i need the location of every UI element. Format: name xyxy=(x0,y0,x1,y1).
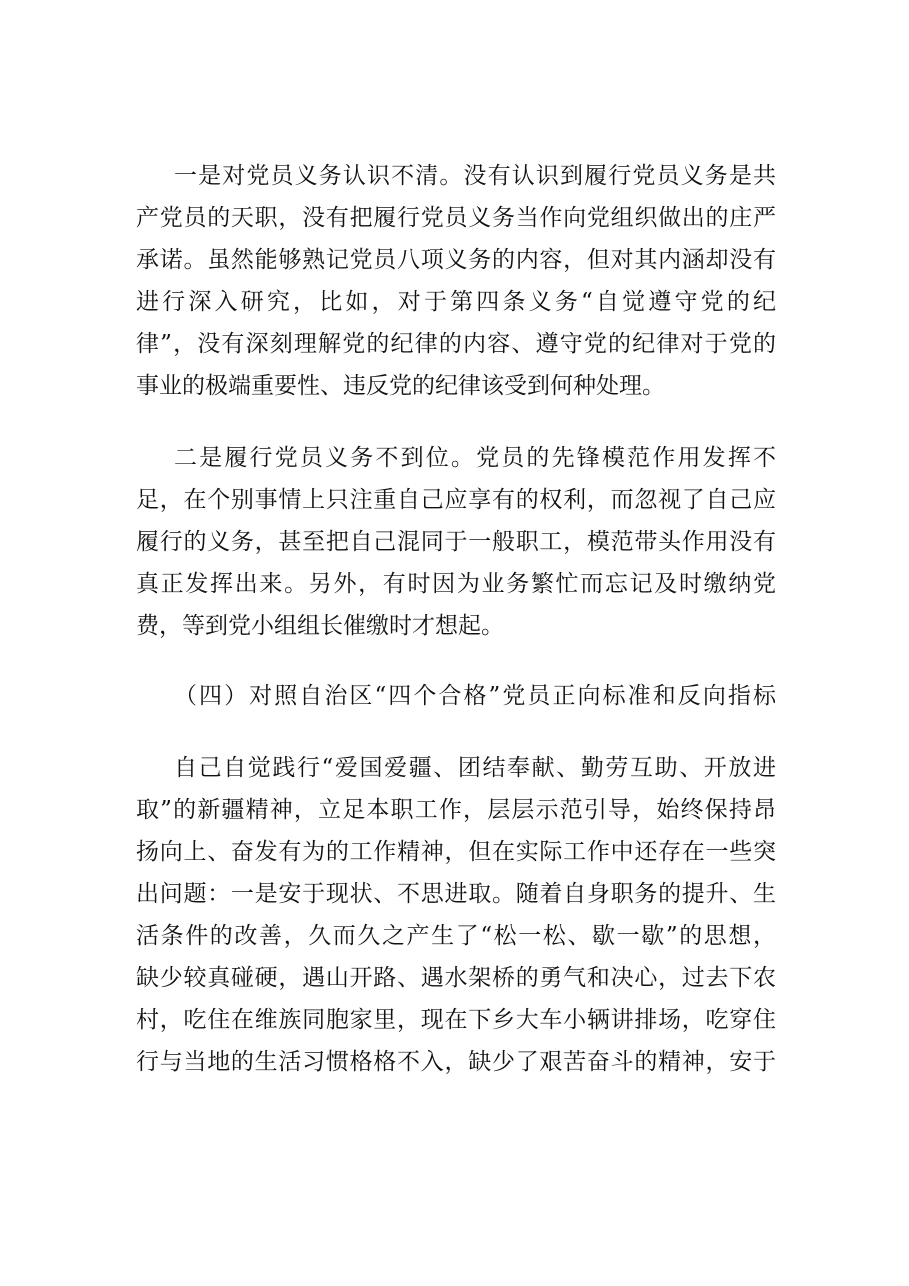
paragraph-line: 承诺。虽然能够熟记党员八项义务的内容，但对其内涵却没有 xyxy=(136,247,776,273)
paragraph-line: 真正发挥出来。另外，有时因为业务繁忙而忘记及时缴纳党 xyxy=(136,571,776,597)
paragraph-line: 足，在个别事情上只注重自己应享有的权利，而忽视了自己应 xyxy=(136,487,776,513)
paragraph-line: 费，等到党小组组长催缴时才想起。 xyxy=(136,613,504,639)
paragraph-line: 二是履行党员义务不到位。党员的先锋模范作用发挥不 xyxy=(174,445,776,471)
paragraph-line: 事业的极端重要性、违反党的纪律该受到何种处理。 xyxy=(136,373,665,399)
paragraph-line: 缺少较真碰硬，遇山开路、遇水架桥的勇气和决心，过去下农 xyxy=(136,965,776,991)
paragraph-line: 行与当地的生活习惯格格不入，缺少了艰苦奋斗的精神，安于 xyxy=(136,1049,776,1075)
paragraph-line: 产党员的天职，没有把履行党员义务当作向党组织做出的庄严 xyxy=(136,205,776,231)
paragraph-line: 活条件的改善，久而久之产生了“松一松、歇一歇”的思想， xyxy=(136,923,776,949)
section-heading-text: （四）对照自治区“四个合格”党员正向标准和反向指标 xyxy=(174,683,776,709)
paragraph-line: 履行的义务，甚至把自己混同于一般职工，模范带头作用没有 xyxy=(136,529,776,555)
paragraph-line: 村，吃住在维族同胞家里，现在下乡大车小辆讲排场，吃穿住 xyxy=(136,1007,776,1033)
paragraph-line: 律”，没有深刻理解党的纪律的内容、遵守党的纪律对于党的 xyxy=(136,331,776,357)
paragraph-line: 出问题：一是安于现状、不思进取。随着自身职务的提升、生 xyxy=(136,881,776,907)
paragraph-line: 自己自觉践行“爱国爱疆、团结奉献、勤劳互助、开放进 xyxy=(174,755,776,781)
paragraph-line: 一是对党员义务认识不清。没有认识到履行党员义务是共 xyxy=(174,163,776,189)
paragraph-line: 取”的新疆精神，立足本职工作，层层示范引导，始终保持昂 xyxy=(136,797,776,823)
paragraph-line: 进行深入研究，比如，对于第四条义务“自觉遵守党的纪 xyxy=(136,289,776,315)
paragraph-line: 扬向上、奋发有为的工作精神，但在实际工作中还存在一些突 xyxy=(136,839,776,865)
